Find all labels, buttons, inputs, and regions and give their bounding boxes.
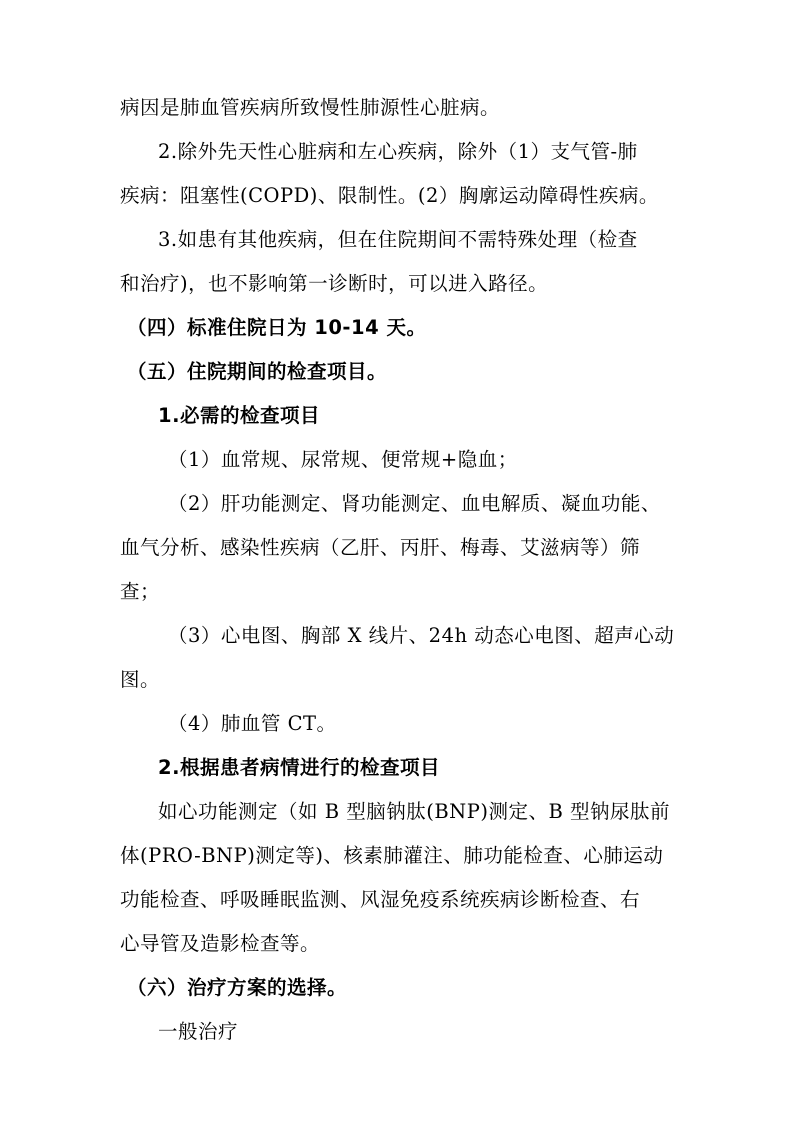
body-text-line: 体(PRO-BNP)测定等)、核素肺灌注、肺功能检查、心肺运动 xyxy=(120,844,664,867)
exam-item: （2）肝功能测定、肾功能测定、血电解质、凝血功能、 xyxy=(168,492,661,515)
body-text-line: 3.如患有其他疾病，但在住院期间不需特殊处理（检查 xyxy=(158,228,638,251)
subheading-general-treatment: 一般治疗 xyxy=(158,1020,239,1043)
body-text-line: 和治疗)，也不影响第一诊断时，可以进入路径。 xyxy=(120,272,549,295)
subheading-required-exams: 1.必需的检查项目 xyxy=(158,404,320,427)
section-heading-five: （五）住院期间的检查项目。 xyxy=(127,360,388,383)
body-text-line: 心导管及造影检查等。 xyxy=(120,932,321,955)
exam-item: （1）血常规、尿常规、便常规+隐血； xyxy=(168,448,518,471)
subheading-conditional-exams: 2.根据患者病情进行的检查项目 xyxy=(158,756,440,779)
exam-item: （3）心电图、胸部 X 线片、24h 动态心电图、超声心动 xyxy=(168,624,675,647)
body-text-line: 疾病：阻塞性(COPD)、限制性。(2）胸廓运动障碍性疾病。 xyxy=(120,184,659,207)
body-text-line: 病因是肺血管疾病所致慢性肺源性心脏病。 xyxy=(120,96,501,119)
section-heading-six: （六）治疗方案的选择。 xyxy=(127,976,348,999)
body-text-line: 2.除外先天性心脏病和左心疾病，除外（1）支气管-肺 xyxy=(158,140,638,163)
body-text-line: 如心功能测定（如 B 型脑钠肽(BNP)测定、B 型钠尿肽前 xyxy=(158,800,670,823)
section-heading-four: （四）标准住院日为 10-14 天。 xyxy=(127,316,427,339)
exam-item: （4）肺血管 CT。 xyxy=(168,712,337,735)
body-text-line: 血气分析、感染性疾病（乙肝、丙肝、梅毒、艾滋病等）筛 xyxy=(120,536,641,559)
body-text-line: 查； xyxy=(120,580,161,603)
body-text-line: 图。 xyxy=(120,668,161,691)
body-text-line: 功能检查、呼吸睡眠监测、风湿免疫系统疾病诊断检查、右 xyxy=(120,888,641,911)
